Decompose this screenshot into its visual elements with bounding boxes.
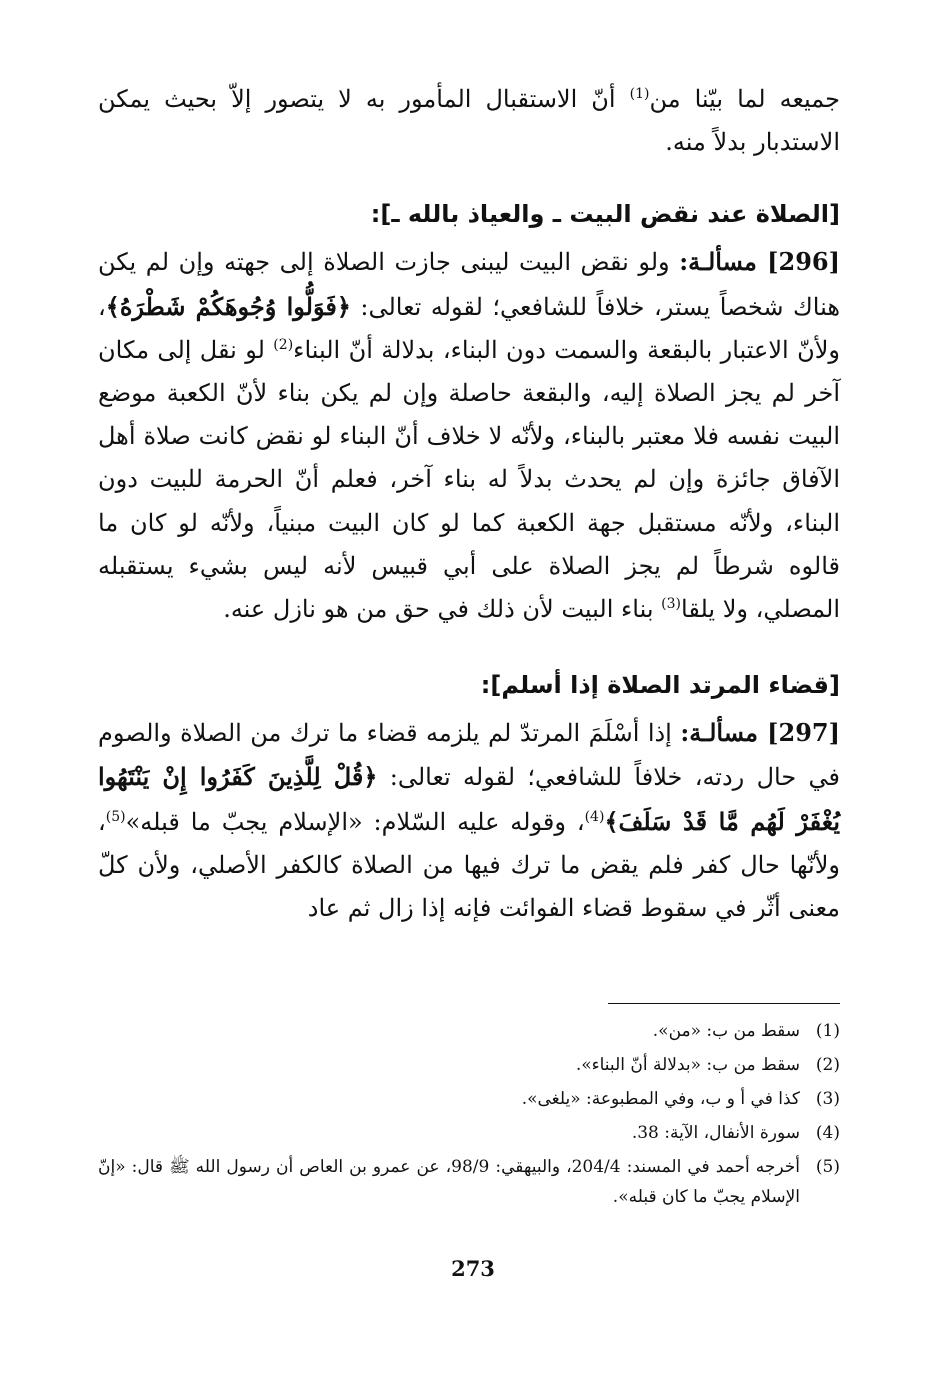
footnote-item xyxy=(98,1082,840,1116)
section-heading-296: [الصلاة عند نقض البيت ـ والعياذ بالله ـ]: xyxy=(370,200,840,229)
paragraph-text: ، ولأنّها حال كفر فلم يقض ما ترك فيها من الصلاة كالكفر الأصلي، ولأن كلّ معنى أثّر في سقوط قضاء الفوائت فإنه إذا زال ثم عاد xyxy=(98,807,840,923)
paragraph-text: ولو نقض البيت ليبنى جازت الصلاة إلى جهته وإن لم يكن هناك شخصاً يستر، خلافاً للشافعي؛ لقوله تعالى: xyxy=(98,248,840,321)
issue-label: مسألـة: xyxy=(679,247,768,277)
footnote-item xyxy=(98,1150,840,1212)
paragraph-text: ، وقوله عليه السّلام: «الإسلام يجبّ ما قبله» xyxy=(125,807,585,836)
intro-text: جميعه لما بيّنا من xyxy=(649,85,840,113)
issue-number: [297] xyxy=(767,718,840,748)
paragraph-text: بناء البيت لأن ذلك في حق من هو نازل عنه. xyxy=(223,595,662,624)
footnote-number: (3) xyxy=(815,1089,840,1109)
footnote-text: كذا في أ و ب، وفي المطبوعة: «يلغى». xyxy=(521,1089,800,1109)
paragraph-296 xyxy=(98,240,840,631)
section-heading-297: [قضاء المرتد الصلاة إذا أسلم]: xyxy=(480,671,840,700)
paragraph-text: ، ولأنّ الاعتبار بالبقعة والسمت دون البناء، بدلالة أنّ البناء xyxy=(98,292,840,364)
footnote-text: سقط من ب: «بدلالة أنّ البناء». xyxy=(575,1055,800,1075)
footnote-text: سقط من ب: «من». xyxy=(652,1021,800,1041)
footnote-ref-4: (4) xyxy=(584,808,605,825)
footnotes xyxy=(98,1014,840,1212)
paragraph-text: إذا أسْلَمَ المرتدّ لم يلزمه قضاء ما ترك من الصلاة والصوم في حال ردته، خلافاً للشافعي؛ لقوله تعالى: xyxy=(98,719,840,792)
issue-label: مسألـة: xyxy=(680,718,768,748)
footnote-text: أخرجه أحمد في المسند: 204/4، والبيهقي: 98/9، عن عمرو بن العاص أن رسول الله ﷺ قال: «إنّ الإسلام يجبّ ما كان قبله». xyxy=(98,1157,801,1207)
main-text xyxy=(98,78,840,930)
page-number: 273 xyxy=(451,1256,495,1281)
paragraph-text: لو نقل إلى مكان آخر لم يجز الصلاة إليه، والبقعة حاصلة وإن لم يكن بناء لأنّ الكعبة موضع البيت نفسه فلا معتبر بالبناء، ولأنّه لا خلاف أنّ البناء لو نقض كانت صلاة أهل الآفاق جائزة وإن لم يحدث بدلاً له بناء آخر، فعلم أنّ الحرمة للبيت دون البناء، ولأنّه مستقبل جهة الكعبة كما لو كان البيت مبنياً، ولأنّه لو كان ما قالوه شرطاً لم يجز الصلاة على أبي قبيس لأنه ليس بشيء يستقبله المصلي، ولا يلقا xyxy=(98,335,841,624)
footnote-ref-1: (1) xyxy=(629,86,650,102)
footnote-ref-5: (5) xyxy=(105,808,126,825)
footnote-text: سورة الأنفال، الآية: 38. xyxy=(631,1123,800,1143)
paragraph-297 xyxy=(98,711,840,930)
issue-number: [296] xyxy=(767,247,840,277)
footnote-item xyxy=(98,1048,840,1082)
footnote-ref-3: (3) xyxy=(661,596,682,613)
footnote-number: (1) xyxy=(815,1021,840,1041)
footnote-item xyxy=(98,1014,840,1048)
quran-verse: ﴿فَوَلُّوا وُجُوهَكُمْ شَطْرَهُ﴾ xyxy=(105,291,351,321)
footnote-number: (4) xyxy=(815,1123,840,1143)
footnote-item xyxy=(98,1116,840,1150)
footnote-number: (5) xyxy=(815,1157,840,1177)
footnote-separator xyxy=(608,1003,840,1004)
intro-text: أنّ الاستقبال المأمور به لا يتصور إلاّ بحيث يمكن الاستدبار بدلاً منه. xyxy=(98,85,840,157)
intro-paragraph xyxy=(98,78,840,164)
quran-verse: ﴿قُلْ لِلَّذِينَ كَفَرُوا إِنْ يَنْتَهُوا يُغْفَرْ لَهُم مَّا قَدْ سَلَفَ﴾ xyxy=(98,762,841,836)
footnote-number: (2) xyxy=(815,1055,840,1075)
footnote-ref-2: (2) xyxy=(273,336,294,353)
